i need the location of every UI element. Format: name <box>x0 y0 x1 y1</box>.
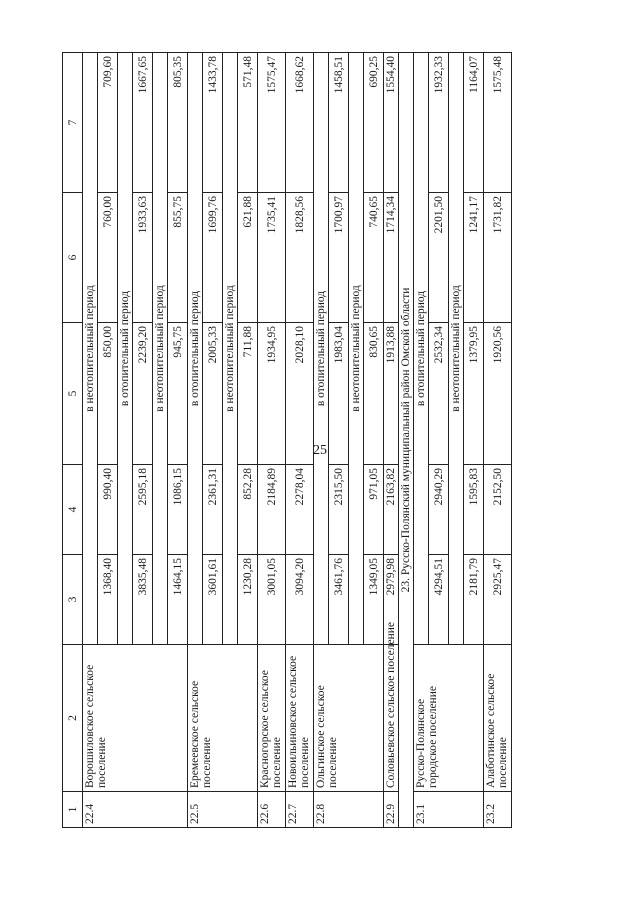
settlement-name: Алаботинское сельское поселение <box>484 645 512 792</box>
value-cell: 2028,10 <box>286 323 314 465</box>
value-cell: 1828,56 <box>286 193 314 323</box>
value-cell: 1933,63 <box>133 193 153 323</box>
settlement-name: Русско-Полянское городское поселение <box>414 645 484 792</box>
value-cell: 1913,88 <box>384 323 399 465</box>
value-cell: 1433,78 <box>203 53 223 193</box>
value-cell: 2315,50 <box>329 465 349 555</box>
value-cell: 711,88 <box>238 323 258 465</box>
value-cell: 621,88 <box>238 193 258 323</box>
header-cell: 4 <box>63 465 83 555</box>
value-cell: 1379,95 <box>464 323 484 465</box>
value-cell: 3461,76 <box>329 555 349 645</box>
value-cell: 2201,50 <box>429 193 449 323</box>
table-row <box>258 53 286 828</box>
value-cell: 3601,61 <box>203 555 223 645</box>
value-cell: 1230,28 <box>238 555 258 645</box>
page-number: 25 <box>313 443 327 458</box>
value-cell: 1700,97 <box>329 193 349 323</box>
period-label: в неотопительный период <box>223 53 238 645</box>
value-cell: 1667,65 <box>133 53 153 193</box>
value-cell: 1241,17 <box>464 193 484 323</box>
value-cell: 3835,48 <box>133 555 153 645</box>
section-title: 23. Русско-Полянский муниципальный район Омской области <box>399 53 414 828</box>
value-cell: 971,05 <box>364 465 384 555</box>
value-cell: 830,65 <box>364 323 384 465</box>
value-cell: 1714,34 <box>384 193 399 323</box>
period-label: в отопительный период <box>188 53 203 645</box>
row-number: 23.1 <box>414 792 484 828</box>
value-cell: 1920,56 <box>484 323 512 465</box>
row-number: 22.5 <box>188 792 258 828</box>
value-cell: 1368,40 <box>98 555 118 645</box>
table-row <box>83 53 98 828</box>
value-cell: 2184,89 <box>258 465 286 555</box>
value-cell: 760,00 <box>98 193 118 323</box>
value-cell: 2361,31 <box>203 465 223 555</box>
settlement-name: Еремеевское сельское поселение <box>188 645 258 792</box>
value-cell: 2940,29 <box>429 465 449 555</box>
value-cell: 855,75 <box>168 193 188 323</box>
value-cell: 740,65 <box>364 193 384 323</box>
section-header-row <box>399 53 414 828</box>
value-cell: 2595,18 <box>133 465 153 555</box>
value-cell: 805,35 <box>168 53 188 193</box>
settlement-name: Соловьевское сельское поселение <box>384 645 399 792</box>
value-cell: 850,00 <box>98 323 118 465</box>
row-number: 22.6 <box>258 792 286 828</box>
period-label: в отопительный период <box>118 53 133 645</box>
table-row <box>384 53 399 828</box>
value-cell: 1575,48 <box>484 53 512 193</box>
value-cell: 1731,82 <box>484 193 512 323</box>
header-cell: 3 <box>63 555 83 645</box>
value-cell: 2278,04 <box>286 465 314 555</box>
header-cell: 5 <box>63 323 83 465</box>
value-cell: 3001,05 <box>258 555 286 645</box>
value-cell: 2152,50 <box>484 465 512 555</box>
header-cell: 2 <box>63 645 83 792</box>
value-cell: 571,48 <box>238 53 258 193</box>
row-number: 22.9 <box>384 792 399 828</box>
period-label: в неотопительный период <box>349 53 364 645</box>
value-cell: 2163,82 <box>384 465 399 555</box>
settlement-name: Новоильиновское сельское поселение <box>286 645 314 792</box>
value-cell: 2925,47 <box>484 555 512 645</box>
row-number: 23.2 <box>484 792 512 828</box>
table-header-row <box>63 53 83 828</box>
value-cell: 1932,33 <box>429 53 449 193</box>
value-cell: 1735,41 <box>258 193 286 323</box>
row-number: 22.4 <box>83 792 188 828</box>
row-number: 22.8 <box>314 792 384 828</box>
tariff-table <box>62 52 512 828</box>
value-cell: 1164,07 <box>464 53 484 193</box>
value-cell: 852,28 <box>238 465 258 555</box>
value-cell: 1668,62 <box>286 53 314 193</box>
value-cell: 1699,76 <box>203 193 223 323</box>
period-label: в неотопительный период <box>83 53 98 645</box>
rotated-table-wrapper <box>62 53 509 828</box>
value-cell: 1554,40 <box>384 53 399 193</box>
table-row <box>484 53 512 828</box>
value-cell: 2239,20 <box>133 323 153 465</box>
period-label: в неотопительный период <box>449 53 464 645</box>
settlement-name: Красногорское сельское поселение <box>258 645 286 792</box>
table-row <box>286 53 314 828</box>
table-row <box>414 53 429 828</box>
period-label: в отопительный период <box>414 53 429 645</box>
value-cell: 2181,79 <box>464 555 484 645</box>
value-cell: 1983,04 <box>329 323 349 465</box>
value-cell: 2979,98 <box>384 555 399 645</box>
value-cell: 2005,33 <box>203 323 223 465</box>
header-cell: 1 <box>63 792 83 828</box>
value-cell: 2532,34 <box>429 323 449 465</box>
value-cell: 709,60 <box>98 53 118 193</box>
settlement-name: Ворошиловское сельское поселение <box>83 645 188 792</box>
header-cell: 6 <box>63 193 83 323</box>
value-cell: 1575,47 <box>258 53 286 193</box>
table-row <box>188 53 203 828</box>
value-cell: 1349,05 <box>364 555 384 645</box>
value-cell: 1934,95 <box>258 323 286 465</box>
value-cell: 1458,51 <box>329 53 349 193</box>
value-cell: 1464,15 <box>168 555 188 645</box>
settlement-name: Ольгинское сельское поселение <box>314 645 384 792</box>
header-cell: 7 <box>63 53 83 193</box>
period-label: в отопительный период <box>314 53 329 645</box>
value-cell: 945,75 <box>168 323 188 465</box>
value-cell: 4294,51 <box>429 555 449 645</box>
value-cell: 3094,20 <box>286 555 314 645</box>
value-cell: 1086,15 <box>168 465 188 555</box>
period-label: в неотопительный период <box>153 53 168 645</box>
table-row <box>314 53 329 828</box>
value-cell: 690,25 <box>364 53 384 193</box>
row-number: 22.7 <box>286 792 314 828</box>
value-cell: 1595,83 <box>464 465 484 555</box>
value-cell: 990,40 <box>98 465 118 555</box>
